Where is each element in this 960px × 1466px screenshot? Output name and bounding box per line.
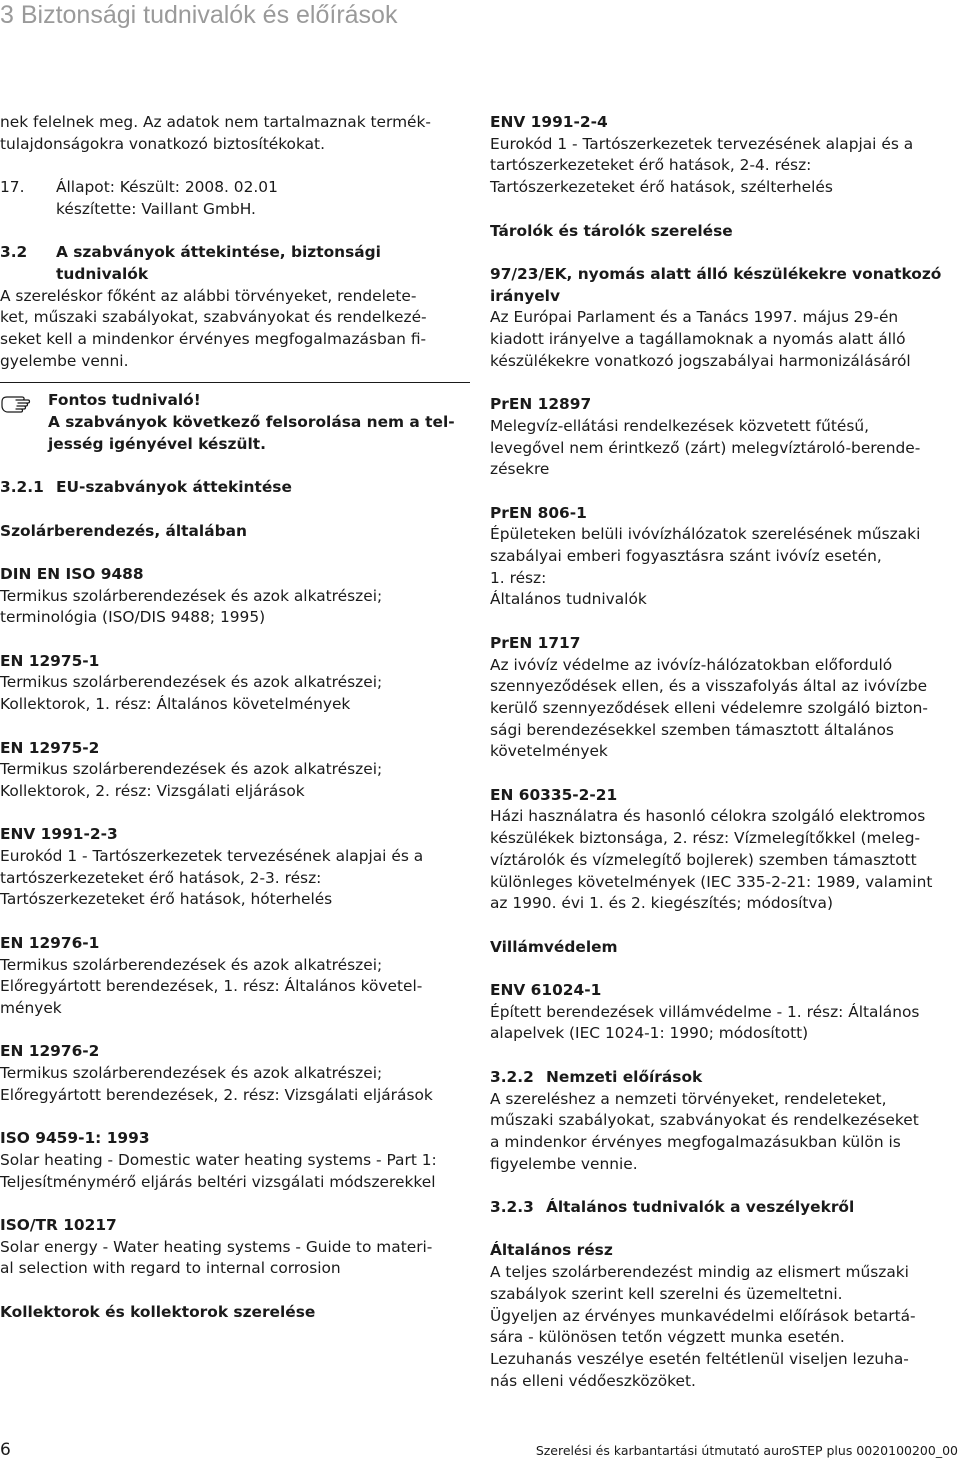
body-line: a mindenkor érvényes megfogalmazásukban külön is [490, 1132, 901, 1151]
standard-entry [490, 112, 960, 199]
standard-line: tartószerkezeteket érő hatások, 2-3. rész: [0, 868, 322, 887]
standard-entry [0, 1041, 470, 1106]
body-line: A szereléshez a nemzeti törvényeket, rendeleteket, [490, 1089, 887, 1108]
page-footer [0, 1440, 960, 1464]
subheading-solar: Szolárberendezés, általában [0, 521, 247, 540]
standard-line: követelmények [490, 742, 608, 761]
intro-line: tulajdonságokra vonatkozó biztosítékokat. [0, 134, 325, 153]
standard-line: Előregyártott berendezések, 1. rész: Általános követel- [0, 977, 423, 996]
standard-line: terminológia (ISO/DIS 9488; 1995) [0, 608, 266, 627]
body-line: A teljes szolárberendezést mindig az elismert műszaki [490, 1263, 909, 1282]
directive-line: Az Európai Parlament és a Tanács 1997. május 29-én [490, 308, 899, 327]
section-heading-3-2-3 [490, 1197, 960, 1219]
standard-entry [0, 824, 470, 911]
standard-line: al selection with regard to internal corrosion [0, 1259, 341, 1278]
standard-entry [490, 394, 960, 481]
section-title: Általános tudnivalók a veszélyekről [546, 1198, 855, 1216]
body-line: figyelembe vennie. [490, 1154, 638, 1173]
section-heading-3-2-1 [0, 477, 470, 499]
status-number: 17. [0, 178, 25, 197]
standard-entry [0, 933, 470, 1020]
standard-line: Melegvíz-ellátási rendelkezések közvetett fűtésű, [490, 416, 870, 435]
subheading-general: Általános rész [490, 1241, 613, 1260]
subheading-lightning: Villámvédelem [490, 937, 618, 956]
page-header [0, 0, 960, 34]
standard-line: Kollektorok, 1. rész: Általános követelmények [0, 695, 351, 714]
left-column [0, 112, 470, 1323]
standard-line: Kollektorok, 2. rész: Vizsgálati eljárások [0, 781, 305, 800]
standard-line: Termikus szolárberendezések és azok alkatrészei; [0, 586, 383, 605]
standard-line: alapelvek (IEC 1024-1: 1990; módosított) [490, 1024, 809, 1043]
standard-line: Tartószerkezeteket érő hatások, hóterhelés [0, 890, 333, 909]
standard-code: ISO/TR 10217 [0, 1215, 117, 1234]
status-author: készítette: Vaillant GmbH. [56, 199, 256, 218]
note-line: jesség igényével készült. [48, 434, 266, 453]
note-line: A szabványok következő felsorolása nem a tel- [48, 413, 455, 432]
standard-entry [0, 1215, 470, 1280]
standard-entry [0, 738, 470, 803]
subheading-storage: Tárolók és tárolók szerelése [490, 221, 733, 240]
standard-entry [490, 785, 960, 915]
standard-line: víztárolók és vízmelegítő bojlerek) szemben támasztott [490, 850, 917, 869]
standard-line: levegővel nem érintkező (zárt) melegvíztároló-berende- [490, 438, 921, 457]
body-line: gyelembe venni. [0, 351, 129, 370]
directive-line: készülékekre vonatkozó jogszabályai harmonizálásáról [490, 351, 911, 370]
standard-line: Előregyártott berendezések, 2. rész: Vizsgálati eljárások [0, 1085, 433, 1104]
standard-code: ISO 9459-1: 1993 [0, 1129, 150, 1148]
section-title: Nemzeti előírások [546, 1067, 703, 1086]
standard-line: Termikus szolárberendezések és azok alkatrészei; [0, 673, 383, 692]
standard-line: Általános tudnivalók [490, 590, 647, 609]
body-line: nás elleni védőeszközöket. [490, 1371, 696, 1390]
standard-code: PrEN 12897 [490, 395, 592, 414]
standard-entry [0, 564, 470, 629]
section-number: 3.2.1 [0, 478, 44, 497]
standard-line: Solar heating - Domestic water heating systems - Part 1: [0, 1150, 437, 1169]
standard-line: Házi használatra és hasonló célokra szolgáló elektromos [490, 807, 926, 826]
standard-code: ENV 61024-1 [490, 981, 602, 999]
standard-line: Termikus szolárberendezések és azok alkatrészei; [0, 955, 383, 974]
body-line: műszaki szabályokat, szabványokat és rendelkezéseket [490, 1111, 919, 1130]
standard-line: az 1990. évi 1. és 2. kiegészítés; módosítva) [490, 894, 833, 913]
standard-code: ENV 1991-2-3 [0, 825, 118, 844]
body-line: sára - különösen tetőn végzett munka esetén. [490, 1328, 845, 1347]
standard-line: Az ivóvíz védelme az ivóvíz-hálózatokban előforduló [490, 655, 893, 674]
standard-code: PrEN 1717 [490, 633, 581, 652]
standard-line: Termikus szolárberendezések és azok alkatrészei; [0, 760, 383, 779]
pointing-hand-icon [0, 389, 36, 415]
standard-line: Épületeken belüli ivóvízhálózatok szerelésének műszaki [490, 525, 921, 544]
body-line: Ügyeljen az érvényes munkavédelmi előírások betartá- [490, 1306, 916, 1325]
status-text: Állapot: Készült: 2008. 02.01 [56, 178, 278, 197]
body-line: seket kell a mindenkor érvényes megfogalmazásban fi- [0, 330, 427, 348]
standard-line: szennyeződések ellen, és a visszafolyás által az ivóvízbe [490, 677, 928, 696]
standard-line: készülékek biztonsága, 2. rész: Vízmelegítőkkel (meleg- [490, 829, 921, 848]
footer-text: Szerelési és karbantartási útmutató auroSTEP plus 0020100200_00 [535, 1443, 958, 1458]
page-number: 6 [0, 1440, 11, 1460]
standard-entry [490, 503, 960, 612]
note-box [0, 382, 470, 455]
directive-code: 97/23/EK, nyomás alatt álló készülékekre vonatkozó [490, 264, 942, 283]
standard-line: mények [0, 998, 62, 1017]
standard-line: Termikus szolárberendezések és azok alkatrészei; [0, 1064, 383, 1083]
directive-entry [490, 264, 960, 373]
body-line: ket, műszaki szabályokat, szabványokat és rendelkezé- [0, 308, 427, 327]
body-line: Lezuhanás veszélye esetén feltétlenül viseljen lezuha- [490, 1349, 909, 1368]
section-heading-3-2 [0, 242, 470, 264]
standard-line: sági berendezésekkel szemben támasztott általános [490, 720, 894, 739]
directive-code: irányelv [490, 286, 560, 305]
standard-line: Épített berendezések villámvédelme - 1. rész: Általános [490, 1002, 920, 1021]
right-column [490, 112, 960, 1392]
standard-code: EN 12975-1 [0, 651, 100, 670]
standard-code: PrEN 806-1 [490, 503, 587, 522]
standard-line: szabályai emberi fogyasztásra szánt ivóvíz esetén, [490, 547, 882, 565]
standard-line: zésekre [490, 460, 550, 479]
standard-code: EN 12976-2 [0, 1042, 100, 1061]
standard-code: EN 12975-2 [0, 738, 100, 757]
section-title: EU-szabványok áttekintése [56, 478, 292, 497]
standard-code: DIN EN ISO 9488 [0, 564, 144, 583]
directive-line: kiadott irányelve a tagállamoknak a nyomás alatt álló [490, 330, 906, 348]
intro-line: nek felelnek meg. Az adatok nem tartalmaznak termék- [0, 113, 431, 131]
standard-code: EN 60335-2-21 [490, 785, 618, 804]
section-number: 3.2.3 [490, 1198, 534, 1216]
section-title-cont: tudnivalók [56, 264, 149, 283]
section-number: 3.2.2 [490, 1067, 534, 1086]
standard-entry [490, 633, 960, 763]
page-title: 3 Biztonsági tudnivalók és előírások [0, 1, 398, 29]
standard-line: Eurokód 1 - Tartószerkezetek tervezésének alapjai és a [0, 847, 424, 866]
standard-entry [0, 1128, 470, 1193]
standard-line: Teljesítménymérő eljárás beltéri vizsgálati módszerekkel [0, 1172, 436, 1191]
standard-entry [490, 980, 960, 1045]
section-title: A szabványok áttekintése, biztonsági [56, 243, 381, 262]
standard-line: különleges követelmények (IEC 335-2-21: 1989, valamint [490, 872, 933, 891]
standard-line: kerülő szennyeződések elleni védelemre szolgáló bizton- [490, 698, 928, 717]
standard-line: 1. rész: [490, 568, 547, 587]
standard-code: ENV 1991-2-4 [490, 113, 608, 131]
standard-line: Eurokód 1 - Tartószerkezetek tervezésének alapjai és a [490, 134, 914, 153]
status-line [0, 177, 470, 199]
standard-entry [0, 651, 470, 716]
section-heading-3-2-2 [490, 1067, 960, 1089]
note-title: Fontos tudnivaló! [48, 391, 201, 410]
standard-line: tartószerkezeteket érő hatások, 2-4. rész: [490, 156, 812, 175]
section-number: 3.2 [0, 243, 28, 262]
body-line: szabályok szerint kell szerelni és üzemeltetni. [490, 1284, 843, 1303]
body-line: A szereléskor főként az alábbi törvényeket, rendelete- [0, 286, 417, 305]
standard-code: EN 12976-1 [0, 933, 100, 952]
standard-line: Tartószerkezeteket érő hatások, szélterhelés [490, 178, 833, 197]
standard-line: Solar energy - Water heating systems - Guide to materi- [0, 1237, 433, 1256]
subheading-collectors: Kollektorok és kollektorok szerelése [0, 1302, 316, 1321]
